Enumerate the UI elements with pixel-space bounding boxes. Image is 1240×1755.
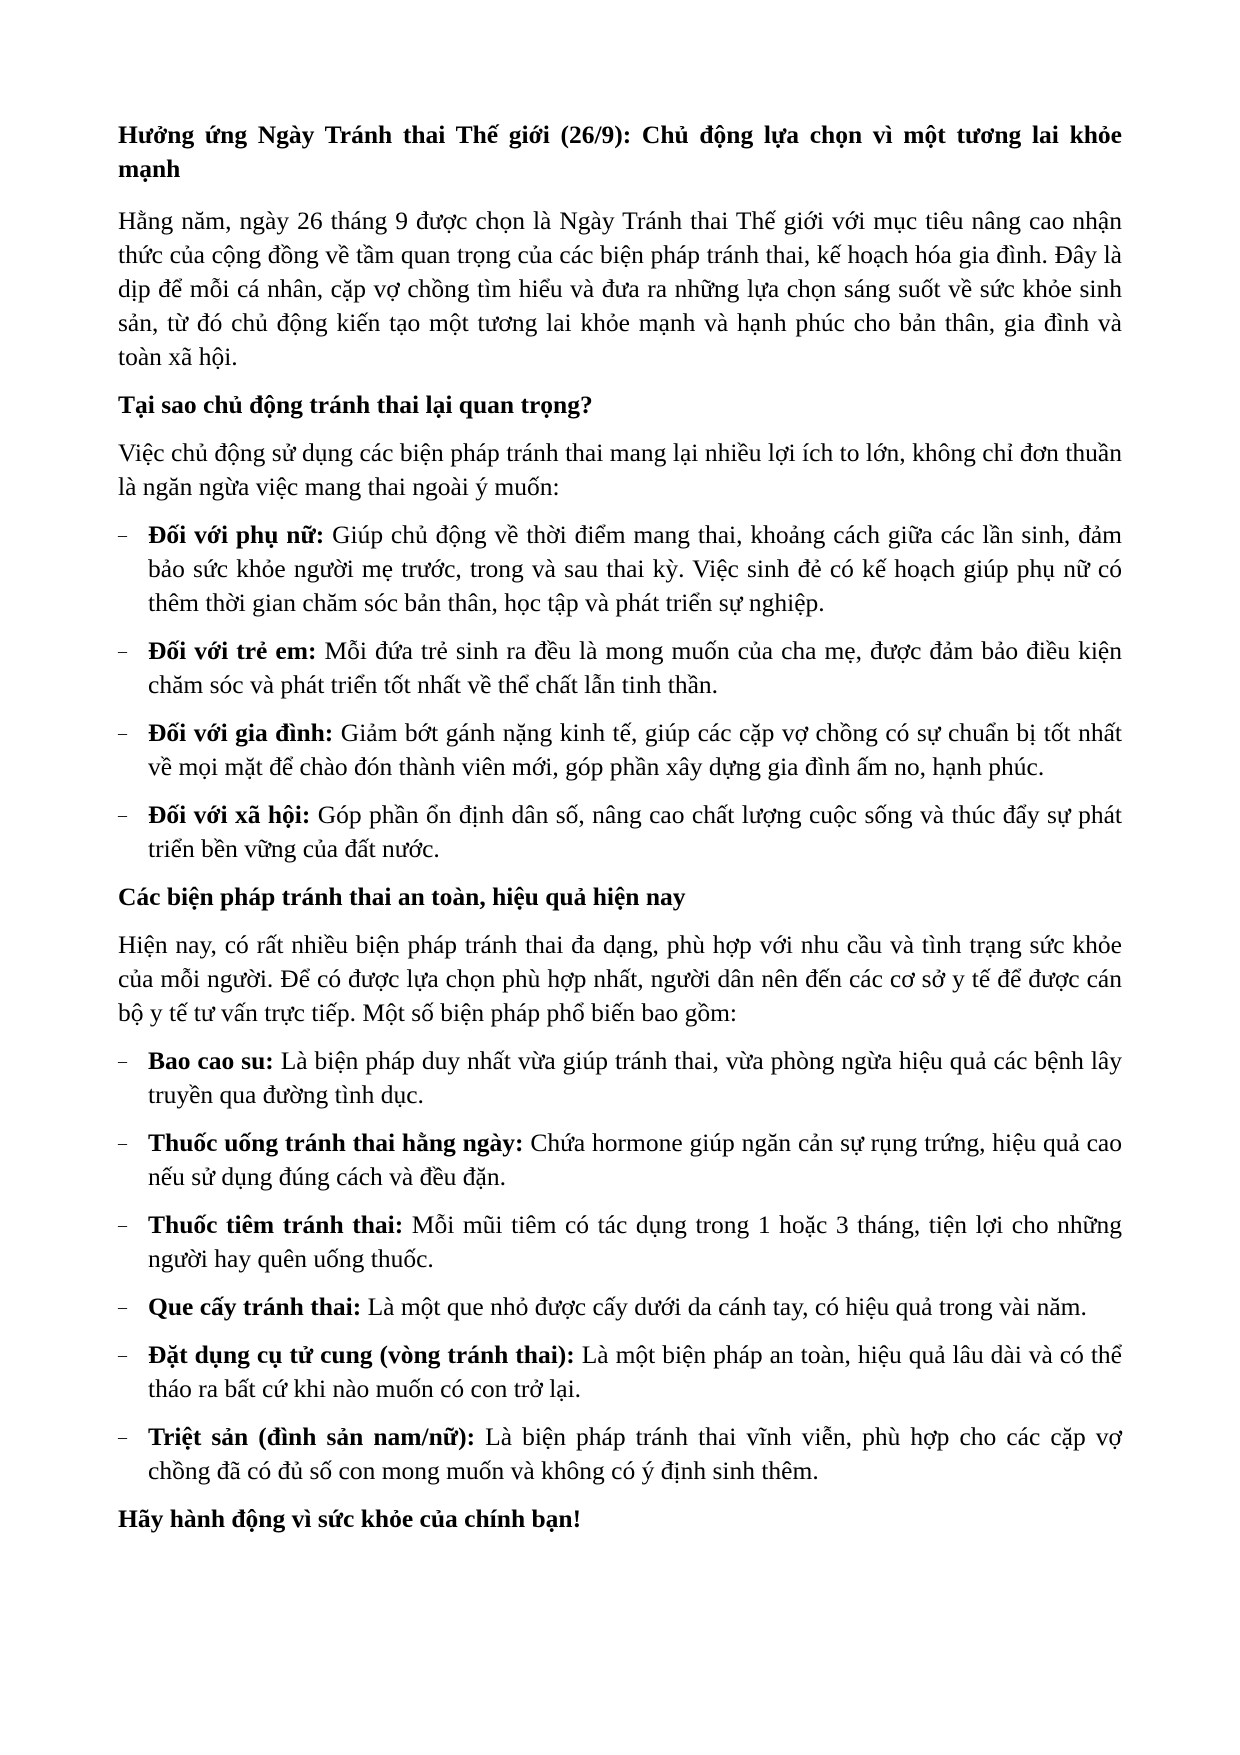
bullet-dash: –: [118, 1215, 127, 1235]
item-term: Đối với gia đình:: [148, 718, 334, 747]
bullet-dash: –: [118, 1345, 127, 1365]
bullet-dash: –: [118, 805, 127, 825]
item-text: Là biện pháp tránh thai vĩnh viễn, phù hợp cho các cặp vợ chồng đã có đủ số con mong muốn và không có ý định sinh thêm.: [148, 1422, 1122, 1485]
item-text: Chứa hormone giúp ngăn cản sự rụng trứng, hiệu quả cao nếu sử dụng đúng cách và đều đặn.: [148, 1128, 1122, 1191]
item-term: Thuốc uống tránh thai hằng ngày:: [148, 1128, 524, 1157]
item-term: Đối với phụ nữ:: [148, 520, 325, 549]
benefits-list: [118, 518, 1122, 866]
methods-list: [118, 1044, 1122, 1488]
item-term: Triệt sản (đình sản nam/nữ):: [148, 1422, 476, 1451]
bullet-dash: –: [118, 641, 127, 661]
intro-paragraph: Hằng năm, ngày 26 tháng 9 được chọn là Ngày Tránh thai Thế giới với mục tiêu nâng cao nhận thức của cộng đồng về tầm quan trọng của các biện pháp tránh thai, kế hoạch hóa gia đình. Đây là dịp để mỗi cá nhân, cặp vợ chồng tìm hiểu và đưa ra những lựa chọn sáng suốt về sức khỏe sinh sản, từ đó chủ động kiến tạo một tương lai khỏe mạnh và hạnh phúc cho bản thân, gia đình và toàn xã hội.: [118, 206, 1122, 371]
section-heading-methods: Các biện pháp tránh thai an toàn, hiệu quả hiện nay: [118, 882, 686, 911]
section-lead-methods: Hiện nay, có rất nhiều biện pháp tránh thai đa dạng, phù hợp với nhu cầu và tình trạng sức khỏe của mỗi người. Để có được lựa chọn phù hợp nhất, người dân nên đến các cơ sở y tế để được cán bộ y tế tư vấn trực tiếp. Một số biện pháp phổ biến bao gồm:: [118, 930, 1122, 1027]
bullet-dash: –: [118, 1427, 127, 1447]
item-term: Đặt dụng cụ tử cung (vòng tránh thai):: [148, 1340, 575, 1369]
item-term: Đối với trẻ em:: [148, 636, 317, 665]
item-text: Mỗi đứa trẻ sinh ra đều là mong muốn của cha mẹ, được đảm bảo điều kiện chăm sóc và phát triển tốt nhất về thể chất lẫn tinh thần.: [148, 636, 1122, 699]
section-heading-importance: Tại sao chủ động tránh thai lại quan trọng?: [118, 390, 593, 419]
item-term: Que cấy tránh thai:: [148, 1292, 362, 1321]
list-item: [118, 1044, 1122, 1112]
bullet-dash: –: [118, 1051, 127, 1071]
list-item: [118, 1338, 1122, 1406]
document-title: Hưởng ứng Ngày Tránh thai Thế giới (26/9): Chủ động lựa chọn vì một tương lai khỏe mạnh: [118, 120, 1122, 183]
list-item: [118, 1290, 1122, 1324]
item-term: Bao cao su:: [148, 1046, 274, 1075]
item-text: Giảm bớt gánh nặng kinh tế, giúp các cặp vợ chồng có sự chuẩn bị tốt nhất về mọi mặt để chào đón thành viên mới, góp phần xây dựng gia đình ấm no, hạnh phúc.: [148, 718, 1122, 781]
list-item: [118, 716, 1122, 784]
item-text: Là một que nhỏ được cấy dưới da cánh tay, có hiệu quả trong vài năm.: [361, 1292, 1087, 1321]
list-item: [118, 634, 1122, 702]
item-term: Đối với xã hội:: [148, 800, 311, 829]
section-lead-importance: Việc chủ động sử dụng các biện pháp tránh thai mang lại nhiều lợi ích to lớn, không chỉ đơn thuần là ngăn ngừa việc mang thai ngoài ý muốn:: [118, 438, 1122, 501]
list-item: [118, 518, 1122, 620]
bullet-dash: –: [118, 723, 127, 743]
bullet-dash: –: [118, 1133, 127, 1153]
list-item: [118, 798, 1122, 866]
list-item: [118, 1126, 1122, 1194]
item-term: Thuốc tiêm tránh thai:: [148, 1210, 404, 1239]
item-text: Là một biện pháp an toàn, hiệu quả lâu dài và có thể tháo ra bất cứ khi nào muốn có con trở lại.: [148, 1340, 1122, 1403]
item-text: Góp phần ổn định dân số, nâng cao chất lượng cuộc sống và thúc đẩy sự phát triển bền vững của đất nước.: [148, 800, 1122, 863]
item-text: Là biện pháp duy nhất vừa giúp tránh thai, vừa phòng ngừa hiệu quả các bệnh lây truyền qua đường tình dục.: [148, 1046, 1122, 1109]
closing-heading: Hãy hành động vì sức khỏe của chính bạn!: [118, 1504, 582, 1533]
bullet-dash: –: [118, 1297, 127, 1317]
item-text: Mỗi mũi tiêm có tác dụng trong 1 hoặc 3 tháng, tiện lợi cho những người hay quên uống thuốc.: [148, 1210, 1123, 1273]
item-text: Giúp chủ động về thời điểm mang thai, khoảng cách giữa các lần sinh, đảm bảo sức khỏe người mẹ trước, trong và sau thai kỳ. Việc sinh đẻ có kế hoạch giúp phụ nữ có thêm thời gian chăm sóc bản thân, học tập và phát triển sự nghiệp.: [148, 520, 1122, 617]
list-item: [118, 1208, 1122, 1276]
bullet-dash: –: [118, 525, 127, 545]
list-item: [118, 1420, 1122, 1488]
document-page: [118, 118, 1122, 1550]
